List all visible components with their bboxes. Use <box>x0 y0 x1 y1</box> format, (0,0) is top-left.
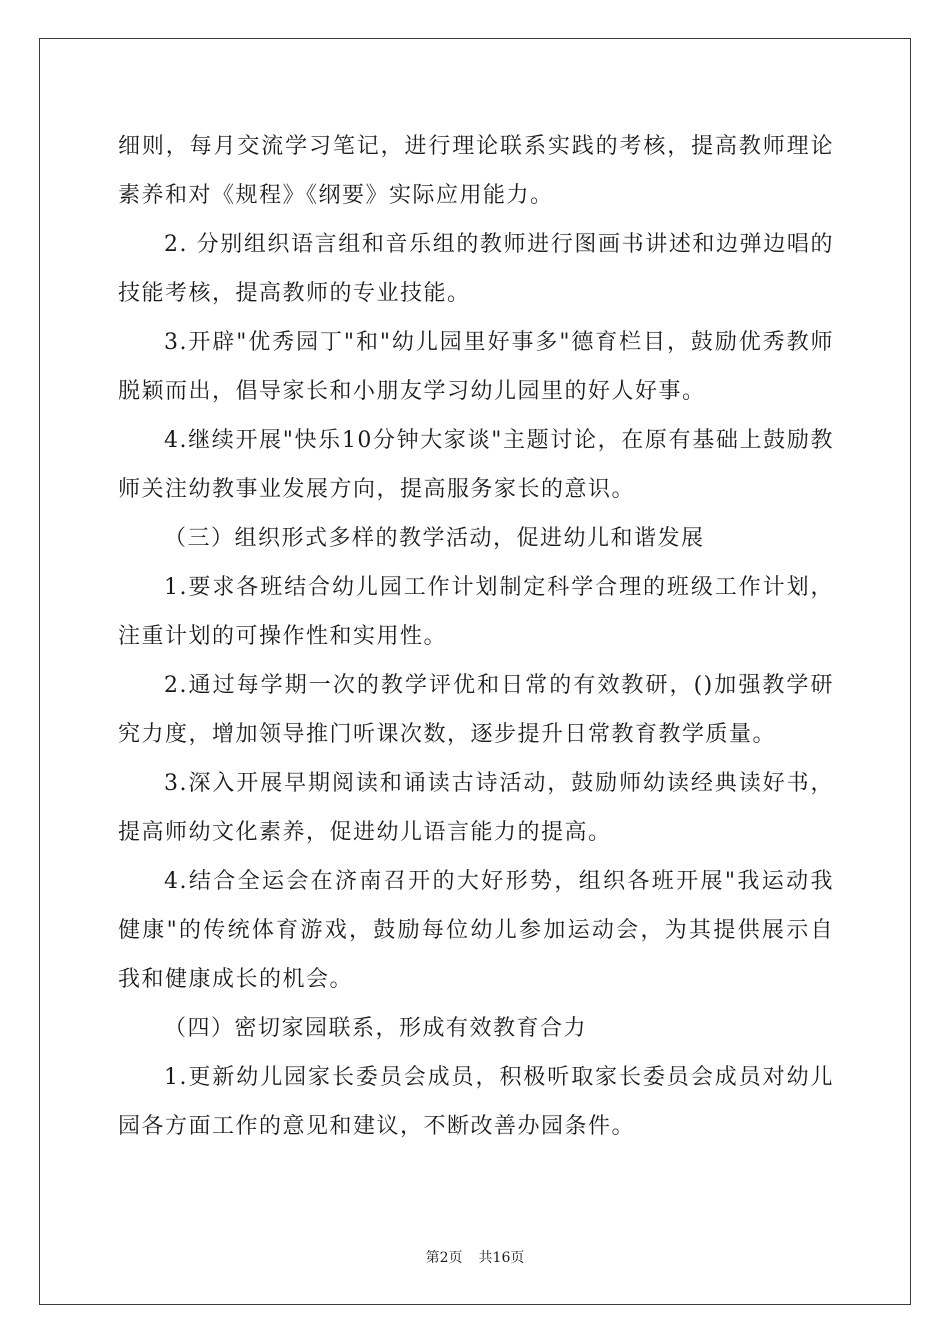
paragraph: 4.结合全运会在济南召开的大好形势，组织各班开展"我运动我健康"的传统体育游戏，鼓励每位幼儿参加运动会，为其提供展示自我和健康成长的机会。 <box>118 869 834 992</box>
page-number: 第2页 <box>425 1250 463 1266</box>
paragraph: 3.开辟"优秀园丁"和"幼儿园里好事多"德育栏目，鼓励优秀教师脱颖而出，倡导家长和小朋友学习幼儿园里的好人好事。 <box>118 330 834 404</box>
paragraph: 1.要求各班结合幼儿园工作计划制定科学合理的班级工作计划，注重计划的可操作性和实用性。 <box>118 575 834 649</box>
section-heading: （四）密切家园联系，形成有效教育合力 <box>164 1016 588 1041</box>
document-body <box>118 122 834 1151</box>
paragraph: 2.通过每学期一次的教学评优和日常的有效教研，()加强教学研究力度，增加领导推门听课次数，逐步提升日常教育教学质量。 <box>118 673 834 747</box>
paragraph: 4.继续开展"快乐10分钟大家谈"主题讨论，在原有基础上鼓励教师关注幼教事业发展方向，提高服务家长的意识。 <box>118 428 834 502</box>
page-footer <box>0 1247 950 1267</box>
section-heading: （三）组织形式多样的教学活动，促进幼儿和谐发展 <box>164 526 705 551</box>
paragraph: 1.更新幼儿园家长委员会成员，积极听取家长委员会成员对幼儿园各方面工作的意见和建议，不断改善办园条件。 <box>118 1065 834 1139</box>
paragraph: 细则，每月交流学习笔记，进行理论联系实践的考核，提高教师理论素养和对《规程》《纲要》实际应用能力。 <box>118 134 834 208</box>
paragraph: 3.深入开展早期阅读和诵读古诗活动，鼓励师幼读经典读好书，提高师幼文化素养，促进幼儿语言能力的提高。 <box>118 771 834 845</box>
page-total: 共16页 <box>478 1250 525 1266</box>
paragraph: 2. 分别组织语言组和音乐组的教师进行图画书讲述和边弹边唱的技能考核，提高教师的专业技能。 <box>118 232 834 306</box>
